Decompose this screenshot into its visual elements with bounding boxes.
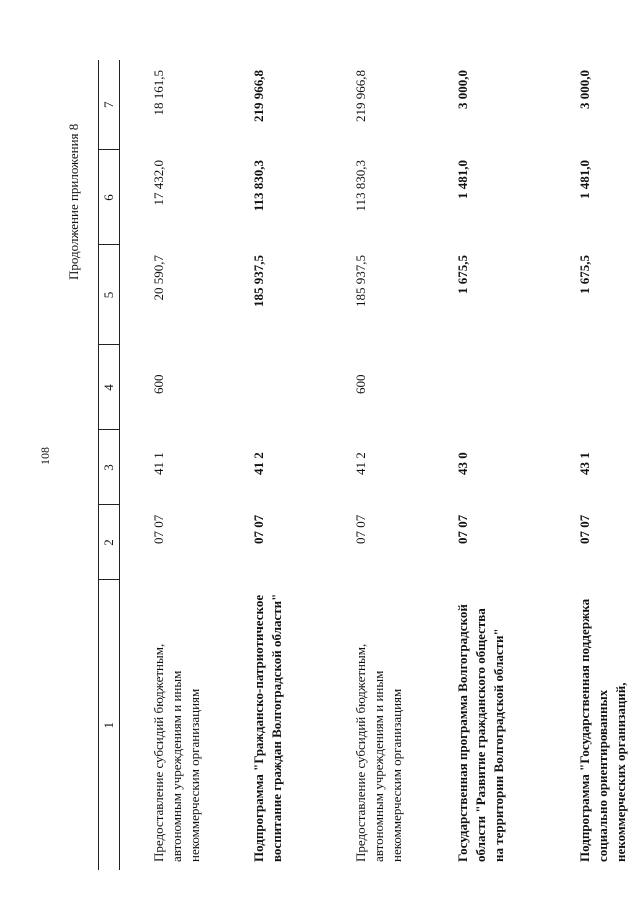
row-amount-2: 17 432,0 xyxy=(151,160,166,206)
row-target: 43 1 xyxy=(577,452,592,475)
header-col-2: 2 xyxy=(99,505,120,580)
row-expense-type xyxy=(424,345,546,430)
row-expense-type xyxy=(220,345,322,430)
header-col-6: 6 xyxy=(99,150,120,245)
budget-table xyxy=(98,60,640,870)
header-col-1: 1 xyxy=(99,580,120,870)
row-amount-3: 219 966,8 xyxy=(251,70,266,122)
row-amount-2: 113 830,3 xyxy=(353,160,368,212)
table-row xyxy=(322,60,424,870)
row-amount-3: 18 161,5 xyxy=(151,70,166,116)
row-amount-2: 113 830,3 xyxy=(251,160,266,212)
row-target: 41 2 xyxy=(251,452,266,475)
row-amount-3: 3 000,0 xyxy=(577,70,592,109)
row-expense-type: 600 xyxy=(353,374,368,394)
header-col-7: 7 xyxy=(99,60,120,150)
row-expense-type: 600 xyxy=(151,374,166,394)
row-name: Предоставление субсидий бюджетным, автономным учреждениям и иным некоммерческим организациям xyxy=(353,643,404,862)
row-amount-1: 1 675,5 xyxy=(455,255,470,294)
continuation-label: Продолжение приложения 8 xyxy=(66,123,81,280)
row-section: 07 07 xyxy=(151,514,166,544)
table-row xyxy=(120,60,221,870)
row-amount-2: 1 481,0 xyxy=(577,160,592,199)
row-target: 41 1 xyxy=(151,452,166,475)
table-row xyxy=(220,60,322,870)
row-name: Подпрограмма "Государственная поддержка социально ориентированных некоммерческих организаций, xyxy=(577,598,628,862)
row-section: 07 07 xyxy=(251,514,266,544)
table-row xyxy=(546,60,640,870)
header-col-3: 3 xyxy=(99,430,120,505)
row-amount-3: 3 000,0 xyxy=(455,70,470,109)
row-name: Государственная программа Волгоградской области "Развитие гражданского общества на территории Волгоградской области" xyxy=(455,604,506,862)
row-amount-3: 219 966,8 xyxy=(353,70,368,122)
table-row xyxy=(424,60,546,870)
row-amount-1: 1 675,5 xyxy=(577,255,592,294)
row-expense-type xyxy=(546,345,640,430)
header-row xyxy=(99,60,120,870)
row-amount-2: 1 481,0 xyxy=(455,160,470,199)
row-amount-1: 185 937,5 xyxy=(251,255,266,307)
header-col-5: 5 xyxy=(99,245,120,345)
row-section: 07 07 xyxy=(455,514,470,544)
row-name: Предоставление субсидий бюджетным, автономным учреждениям и иным некоммерческим организациям xyxy=(151,643,202,862)
row-section: 07 07 xyxy=(353,514,368,544)
row-name: Подпрограмма "Гражданско-патриотическое воспитание граждан Волгоградской области" xyxy=(251,593,284,862)
header-col-4: 4 xyxy=(99,345,120,430)
page-number: 108 xyxy=(38,447,52,465)
row-target: 43 0 xyxy=(455,452,470,475)
row-amount-1: 20 590,7 xyxy=(151,255,166,301)
row-amount-1: 185 937,5 xyxy=(353,255,368,307)
row-section: 07 07 xyxy=(577,514,592,544)
row-target: 41 2 xyxy=(353,452,368,475)
